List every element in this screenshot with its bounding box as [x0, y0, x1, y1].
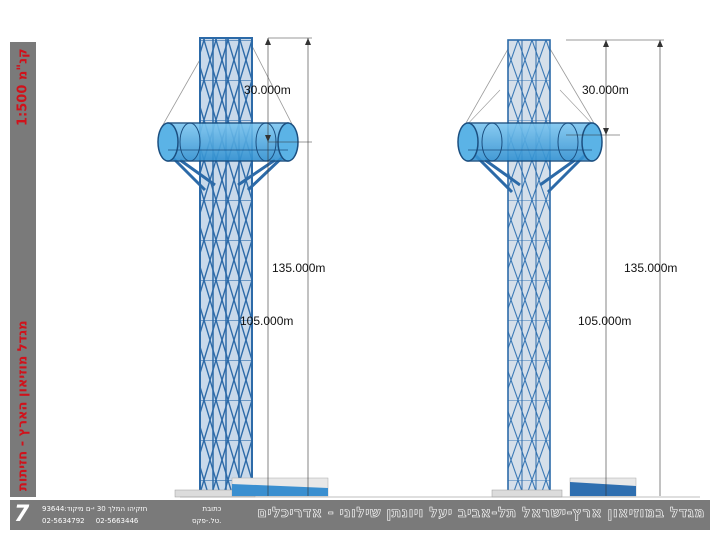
right-elevation: [458, 40, 677, 497]
office-contact-values: [42, 503, 147, 527]
drawing-title: מגדל מוזיאון הארץ - חזיתות: [15, 320, 31, 491]
sheet-number: 7: [14, 502, 30, 527]
drawing-scale: קנ"מ 1:500: [15, 48, 31, 126]
right-dim-shaft: 105.000m: [578, 314, 632, 328]
phone-label: טל.-פקס.: [192, 517, 222, 525]
right-dim-total: 135.000m: [624, 261, 678, 275]
office-contact-labels: [192, 503, 221, 527]
right-dim-top: 30.000m: [582, 83, 629, 97]
address-label: כתובת: [202, 505, 222, 513]
right-tower-shaft: [508, 40, 550, 496]
left-dim-shaft: 105.000m: [240, 314, 294, 328]
project-title: מגדל במוזיאון ארץ-ישראל תל-אביב יעל ויונתן שילוני - אדריכלים: [257, 505, 705, 521]
left-dim-total: 135.000m: [272, 261, 326, 275]
right-observation-deck: [458, 123, 602, 161]
fax-value: 02-5634792: [42, 517, 85, 525]
phone-value: 02-5663446: [95, 517, 139, 525]
left-elevation: [158, 38, 328, 497]
left-dim-top: 30.000m: [244, 83, 291, 97]
address-value: חזקיהו המלך 30 י-ם מיקוד:93644: [42, 505, 148, 513]
title-block: [10, 500, 710, 530]
